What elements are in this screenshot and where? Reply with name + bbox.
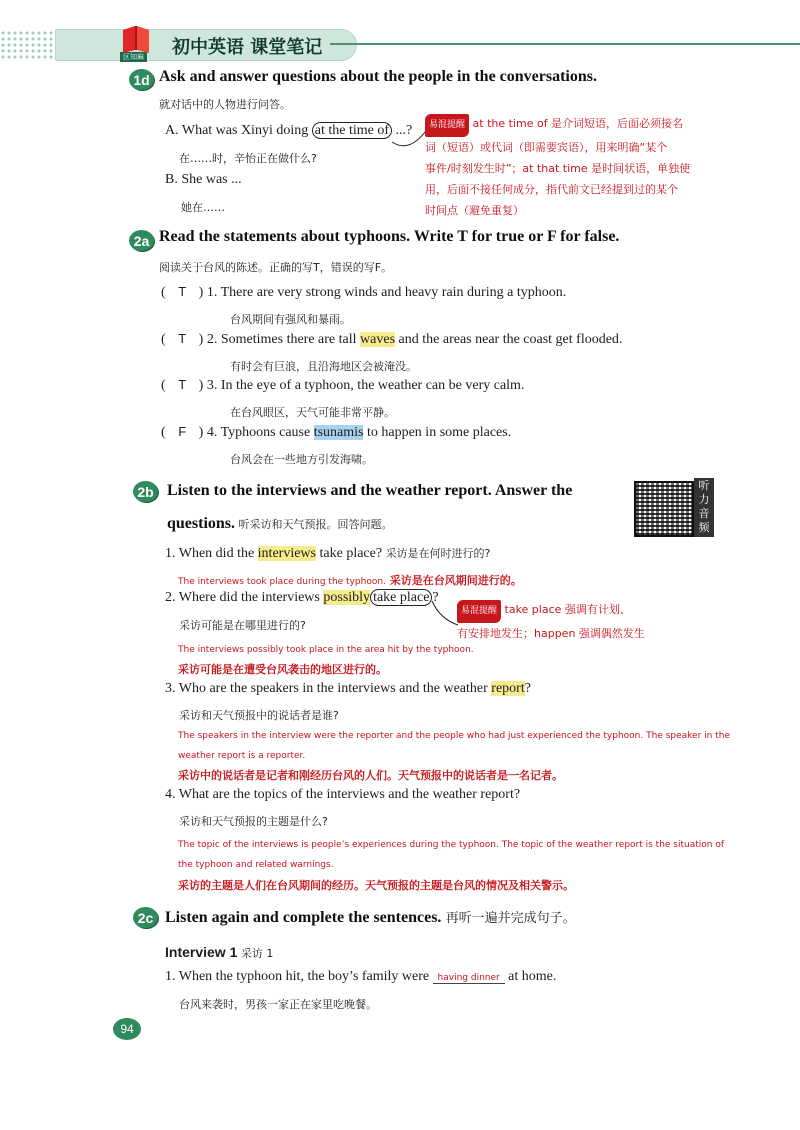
tip-2b-line2: 有安排地发生；happen 强调偶然发生 xyxy=(457,627,645,640)
tip-1d-line5: 时间点（避免重复） xyxy=(425,204,524,217)
tip-connector-1d xyxy=(370,120,430,160)
tip-1d-line1: at the time of 是介词短语，后面必须接名 xyxy=(469,117,684,130)
question-1-highlight: interviews xyxy=(257,546,316,561)
question-2-highlight: possibly xyxy=(323,590,371,605)
statement-2-text-pre: 2. Sometimes there are tall xyxy=(206,332,361,347)
item-1d-a-prefix: A. What was Xinyi doing xyxy=(165,123,312,138)
question-2-cn: 采访可能是在哪里进行的? xyxy=(179,619,306,632)
item-1d-b: B. She was ... xyxy=(165,172,242,187)
statement-3-cn: 在台风眼区，天气可能非常平静。 xyxy=(230,406,395,419)
sentence-1-cn: 台风来袭时，男孩一家正在家里吃晚餐。 xyxy=(179,998,377,1011)
item-1d-a-cn: 在……时，辛怡正在做什么? xyxy=(179,152,317,165)
book-icon xyxy=(120,22,152,56)
statement-2: ( T ) 2. Sometimes there are tall waves and the areas near the coast get flooded. xyxy=(161,331,623,347)
section-badge-2c: 2c xyxy=(133,907,158,928)
question-2-pre: 2. Where did the interviews xyxy=(165,590,324,605)
section-title-2c-en: Listen again and complete the sentences. xyxy=(165,909,442,926)
question-2-boxed-phrase: take place xyxy=(370,589,432,606)
statement-4-text-post: to happen in some places. xyxy=(363,425,512,440)
statement-3-answer: T xyxy=(178,377,187,392)
tip-note-1d xyxy=(425,113,690,221)
question-1-cn: 采访是在何时进行的? xyxy=(385,547,491,560)
page-number: 94 xyxy=(113,1018,141,1040)
statement-4-answer: F xyxy=(178,424,187,439)
interview-1-cn: 采访 1 xyxy=(237,947,274,960)
section-cn-2b: 听采访和天气预报。回答问题。 xyxy=(235,518,393,531)
answer-3-en-line1: The speakers in the interview were the reporter and the people who had just experienced the typhoon. The speaker in the xyxy=(178,731,730,741)
question-3-pre: 3. Who are the speakers in the interviews and the weather xyxy=(165,681,492,696)
tip-1d-line4: 用，后面不接任何成分，指代前文已经提到过的某个 xyxy=(425,183,678,196)
answer-1-en: The interviews took place during the typhoon. xyxy=(178,577,386,587)
section-cn-2a: 阅读关于台风的陈述。正确的写T，错误的写F。 xyxy=(159,261,393,274)
question-1-pre: 1. When did the xyxy=(165,546,258,561)
section-title-1d: Ask and answer questions about the people in the conversations. xyxy=(159,68,597,85)
item-1d-a-suffix: ...? xyxy=(392,123,413,138)
item-1d-b-cn: 她在…… xyxy=(181,201,225,214)
tip-2b-line1: take place 强调有计划、 xyxy=(501,603,631,616)
tip-connector-2b xyxy=(420,595,460,635)
section-cn-1d: 就对话中的人物进行问答。 xyxy=(159,98,291,111)
statement-2-answer: T xyxy=(178,331,187,346)
interview-1-heading xyxy=(165,944,273,962)
question-1 xyxy=(165,545,490,562)
question-1-post: take place? xyxy=(316,546,386,561)
statement-2-highlight: waves xyxy=(360,332,396,347)
header-rule xyxy=(330,43,800,45)
section-cn-2c: 再听一遍并完成句子。 xyxy=(441,911,576,926)
tip-1d-line2: 词（短语）或代词（即需要宾语），用来明确“某个 xyxy=(425,141,668,154)
answer-1 xyxy=(178,571,522,589)
qr-audio-label: 听力音频 xyxy=(694,478,714,537)
header-badge: 区知麻 xyxy=(120,52,147,62)
question-2-post: ? xyxy=(432,590,439,605)
page-header-title: 初中英语 课堂笔记 xyxy=(172,37,323,58)
section-title-2b-line1: Listen to the interviews and the weather report. Answer the xyxy=(167,482,573,499)
question-2 xyxy=(165,590,439,606)
answer-3-cn: 采访中的说话者是记者和刚经历台风的人们。天气预报中的说话者是一名记者。 xyxy=(178,769,563,782)
statement-4: ( F ) 4. Typhoons cause tsunamis to happen in some places. xyxy=(161,424,512,440)
question-3-post: ? xyxy=(524,681,531,696)
sentence-1-post: at home. xyxy=(504,969,557,984)
statement-1: ( T ) 1. There are very strong winds and heavy rain during a typhoon. xyxy=(161,284,567,300)
section-title-2b-line2 xyxy=(167,515,393,533)
section-title-2c xyxy=(165,907,576,927)
statement-4-cn: 台风会在一些地方引发海啸。 xyxy=(230,453,373,466)
answer-4-cn: 采访的主题是人们在台风期间的经历。天气预报的主题是台风的情况及相关警示。 xyxy=(178,879,574,892)
statement-4-text-pre: 4. Typhoons cause xyxy=(206,425,314,440)
section-badge-2b: 2b xyxy=(133,481,158,502)
statement-4-highlight: tsunamis xyxy=(313,425,364,440)
answer-1-cn: 采访是在台风期间进行的。 xyxy=(385,574,522,587)
sentence-1-blank[interactable]: having dinner xyxy=(433,973,505,984)
question-3-cn: 采访和天气预报中的说话者是谁? xyxy=(179,709,339,722)
tip-note-2b xyxy=(457,599,645,644)
question-4-cn: 采访和天气预报的主题是什么? xyxy=(179,815,328,828)
section-badge-2a: 2a xyxy=(129,230,154,251)
statement-1-text: 1. There are very strong winds and heavy rain during a typhoon. xyxy=(206,285,567,300)
answer-3-en-line2: weather report is a reporter. xyxy=(178,751,306,761)
statement-1-answer: T xyxy=(178,284,187,299)
answer-2-cn: 采访可能是在遭受台风袭击的地区进行的。 xyxy=(178,663,387,676)
qr-code[interactable] xyxy=(634,481,694,537)
section-title-2a: Read the statements about typhoons. Write T for true or F for false. xyxy=(159,228,620,245)
statement-1-cn: 台风期间有强风和暴雨。 xyxy=(230,313,351,326)
answer-2-en: The interviews possibly took place in the area hit by the typhoon. xyxy=(178,645,474,655)
statement-3-text: 3. In the eye of a typhoon, the weather can be very calm. xyxy=(206,378,525,393)
sentence-1 xyxy=(165,969,556,985)
answer-4-en-line1: The topic of the interviews is people’s experiences during the typhoon. The topic of the weather report is the situation of xyxy=(178,840,725,850)
sentence-1-pre: 1. When the typhoon hit, the boy’s family were xyxy=(165,969,433,984)
statement-2-cn: 有时会有巨浪，且沿海地区会被淹没。 xyxy=(230,360,417,373)
tip-label-2b: 易混提醒 xyxy=(457,600,501,623)
answer-4-en-line2: the typhoon and related warnings. xyxy=(178,860,334,870)
item-1d-a-boxed-phrase: at the time of xyxy=(312,122,392,139)
question-3 xyxy=(165,681,531,697)
section-title-2b-word: questions. xyxy=(167,515,236,532)
tip-label-1d: 易混提醒 xyxy=(425,114,469,137)
tip-1d-line3: 事件/时刻发生时”；at that time 是时间状语，单独使 xyxy=(425,162,691,175)
question-3-highlight: report xyxy=(491,681,525,696)
section-badge-1d: 1d xyxy=(129,69,154,90)
statement-3: ( T ) 3. In the eye of a typhoon, the weather can be very calm. xyxy=(161,377,525,393)
question-4: 4. What are the topics of the interviews and the weather report? xyxy=(165,787,521,802)
statement-2-text-post: and the areas near the coast get flooded. xyxy=(395,332,623,347)
interview-1-label: Interview 1 xyxy=(165,944,238,960)
